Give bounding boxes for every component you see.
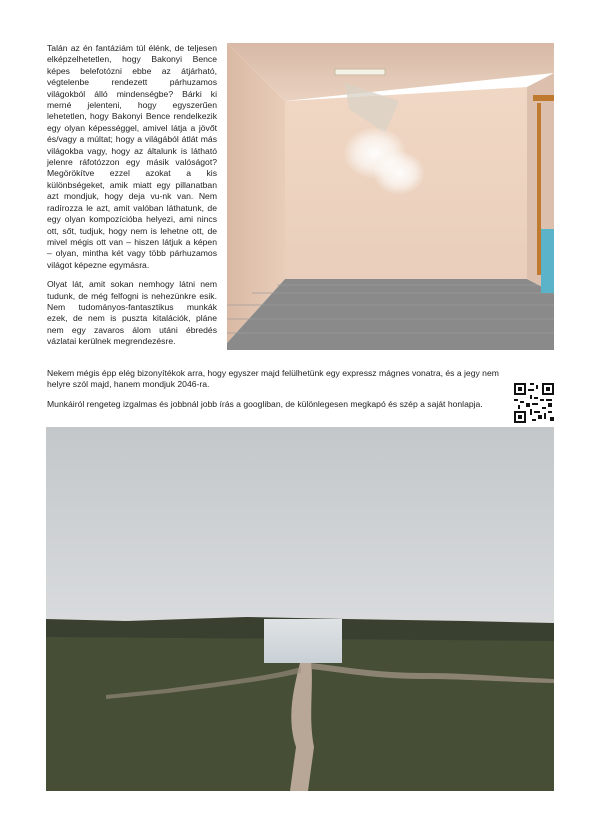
article-paragraph-1: Talán az én fantáziám túl élénk, de teljesen elképzelhetetlen, hogy Bakonyi Bence képes belefotózni ebbe az átjárható, végtelenbe rendezett párhuzamos világokból álló mindenségbe? Bárki ki merné jelenteni, hogy egyszerűen lehetetlen, hogy Bakonyi Bence rendelkezik egy olyan képességgel, amivel látja a jövőt és/vagy a múltat; hogy a világából átlát más világokba vagy, hogy az általunk is látható jelenre ráfotózzon egy másik valóságot? Megörökítve ezzel azokat a kis különbségeket, amik miatt egy pillanatban azt mondjuk, hogy deja vu-nk van. Nem radírozza le azt, amit valóban láthatunk, de egy olyan kompozícióba helyezi, ami nincs ott, sőt, tudjuk, hogy nem is lehetne ott, de mivel mégis ott van – hiszen látjuk a képen – olyan, mintha két vagy több párhuzamos világot képezne egymásra. xyxy=(47,43,217,270)
article-paragraph-3: Nekem mégis épp elég bizonyítékok arra, hogy egyszer majd felülhetünk egy expressz mágnes vonatra, és a jegy nem helyre szól majd, hanem mondjuk 2046-ra. xyxy=(47,368,499,390)
qr-code-icon[interactable] xyxy=(514,383,554,423)
field-photo xyxy=(46,427,554,791)
field-illustration xyxy=(46,427,554,791)
article-paragraph-2: Olyat lát, amit sokan nemhogy látni nem tudunk, de még felfogni is nehezünkre esik. Nem tudományos-fantasztikus munkák ezek, de nem is puszta kitalációk, pláne nem egy zavaros álom utáni ébredés vázlatai kerülnek megrendezésre. xyxy=(47,279,217,347)
room-photo xyxy=(227,43,554,350)
article-paragraph-4: Munkáiról rengeteg izgalmas és jobbnál jobb írás a googliban, de különlegesen megkapó és szép a saját honlapja. xyxy=(47,398,483,409)
article-column xyxy=(47,43,217,356)
room-illustration xyxy=(227,43,554,350)
article-wide-text xyxy=(47,368,507,418)
